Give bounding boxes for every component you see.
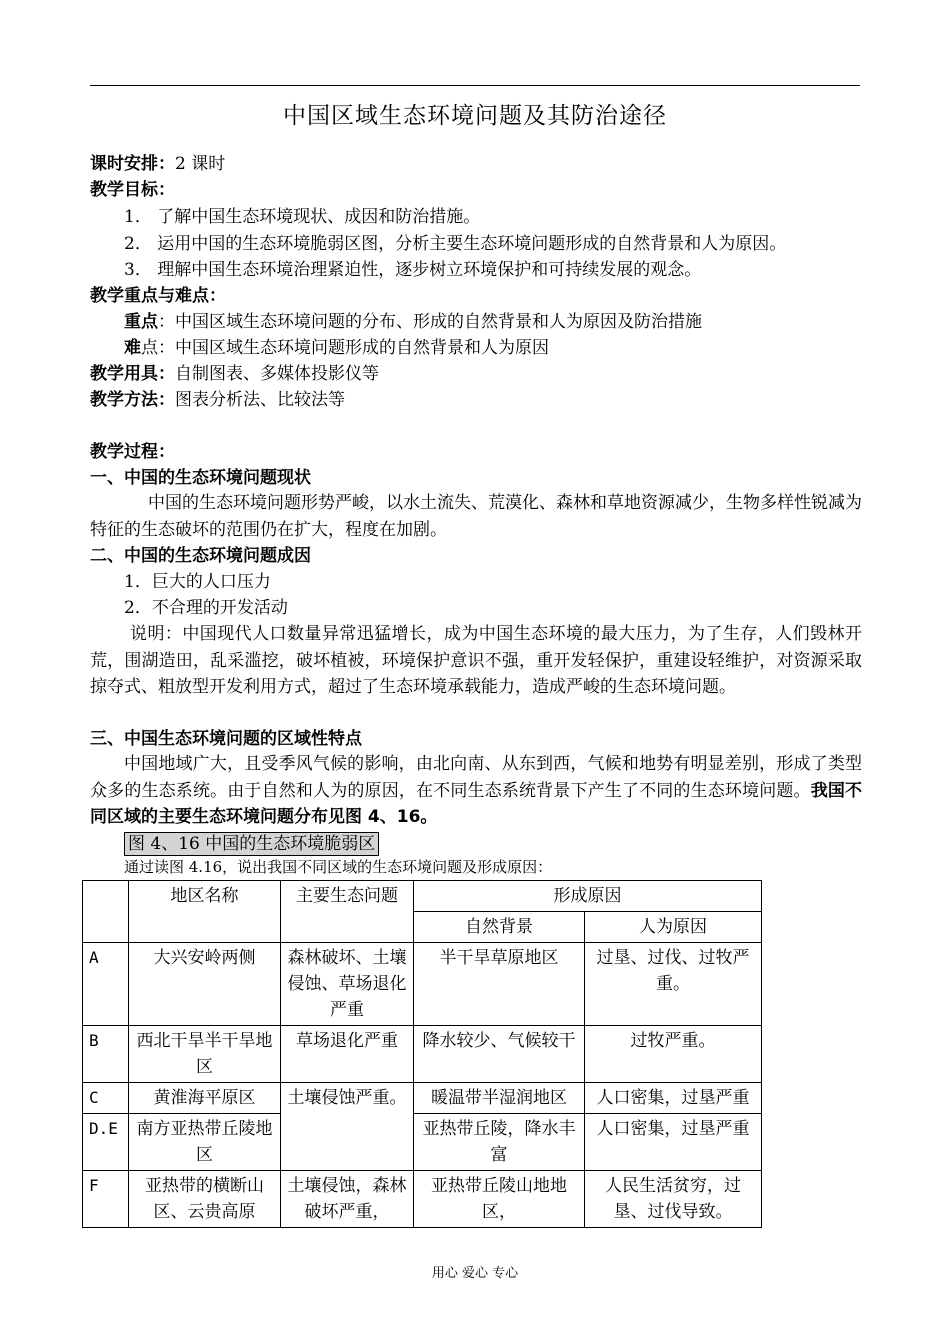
- section3-body: [90, 751, 862, 831]
- schedule-value: 2 课时: [175, 154, 226, 174]
- table-intro: 通过读图 4.16，说出我国不同区域的生态环境问题及形成原因：: [124, 858, 553, 876]
- row-human: 人口密集，过垦严重: [585, 1114, 762, 1171]
- row-key: F: [83, 1171, 129, 1228]
- header-rule: [90, 85, 860, 86]
- row-key: B: [83, 1026, 129, 1083]
- table-header-row: [83, 881, 762, 912]
- key-point-text: ：中国区域生态环境问题的分布、形成的自然背景和人为原因及防治措施: [158, 312, 702, 332]
- row-key: A: [83, 943, 129, 1026]
- difficulty-text: 点：中国区域生态环境问题形成的自然背景和人为原因: [141, 338, 549, 358]
- section2-heading: 二、中国的生态环境问题成因: [90, 546, 311, 566]
- header-problem: 主要生态问题: [281, 881, 414, 943]
- row-region: 西北干旱半干旱地区: [129, 1026, 281, 1083]
- header-natural: 自然背景: [414, 912, 585, 943]
- objective-item: 1． 了解中国生态环境现状、成因和防治措施。: [124, 207, 481, 227]
- methods-value: 图表分析法、比较法等: [175, 390, 345, 410]
- region-problem-table: [82, 880, 762, 1228]
- difficulty-label: 难: [124, 338, 141, 358]
- methods-label: 教学方法：: [90, 390, 175, 410]
- row-human: 过垦、过伐、过牧严重。: [585, 943, 762, 1026]
- tools-line: [90, 361, 379, 387]
- header-blank-cell: [83, 881, 129, 943]
- table-row: [83, 1083, 762, 1114]
- table-row: [83, 1171, 762, 1228]
- cause-item: 1．巨大的人口压力: [124, 572, 271, 592]
- tools-value: 自制图表、多媒体投影仪等: [175, 364, 379, 384]
- cause-item: 2．不合理的开发活动: [124, 598, 288, 618]
- schedule-label: 课时安排：: [90, 154, 175, 174]
- objective-item: 3． 理解中国生态环境治理紧迫性，逐步树立环境保护和可持续发展的观念。: [124, 260, 702, 280]
- row-natural: 半干旱草原地区: [414, 943, 585, 1026]
- objective-item: 2． 运用中国的生态环境脆弱区图，分析主要生态环境问题形成的自然背景和人为原因。: [124, 234, 787, 254]
- row-problem: 土壤侵蚀严重。: [281, 1083, 414, 1171]
- row-natural: 亚热带丘陵山地地区，: [414, 1171, 585, 1228]
- page-footer: 用心 爱心 专心: [431, 1266, 519, 1281]
- row-region: 黄淮海平原区: [129, 1083, 281, 1114]
- row-key: D.E: [83, 1114, 129, 1171]
- key-point-label: 重点: [124, 312, 158, 332]
- tools-label: 教学用具：: [90, 364, 175, 384]
- figure-caption: 图 4、16 中国的生态环境脆弱区: [124, 832, 379, 856]
- row-natural: 降水较少、气候较干: [414, 1026, 585, 1083]
- row-human: 过牧严重。: [585, 1026, 762, 1083]
- row-problem: 土壤侵蚀，森林破坏严重，: [281, 1171, 414, 1228]
- section3-bold-text: 我国不同区域的主要生态环境问题分布见图 4、16。: [90, 780, 863, 827]
- section3-heading: 三、中国生态环境问题的区域性特点: [90, 729, 362, 749]
- row-key: C: [83, 1083, 129, 1114]
- key-point-line: [124, 309, 702, 335]
- section2-note: 说明：中国现代人口数量异常迅猛增长，成为中国生态环境的最大压力，为了生存，人们毁林开荒，围湖造田，乱采滥挖，破坏植被，环境保护意识不强，重开发轻保护，重建设轻维护，对资源采取掠夺式、粗放型开发利用方式，超过了生态环境承载能力，造成严峻的生态环境问题。: [90, 624, 862, 697]
- row-region: 南方亚热带丘陵地区: [129, 1114, 281, 1171]
- process-label: 教学过程：: [90, 442, 175, 462]
- difficulty-line: [124, 335, 549, 361]
- section1-body: 中国的生态环境问题形势严峻，以水土流失、荒漠化、森林和草地资源减少，生物多样性锐减为特征的生态破坏的范围仍在扩大，程度在加剧。: [90, 493, 862, 540]
- document-title: 中国区域生态环境问题及其防治途径: [283, 103, 667, 129]
- header-human: 人为原因: [585, 912, 762, 943]
- header-region: 地区名称: [129, 881, 281, 943]
- methods-line: [90, 387, 345, 413]
- row-natural: 亚热带丘陵，降水丰富: [414, 1114, 585, 1171]
- focus-label: 教学重点与难点：: [90, 286, 226, 306]
- table-row: [83, 1114, 762, 1171]
- schedule-line: [90, 151, 225, 177]
- table-row: [83, 943, 762, 1026]
- row-problem: 草场退化严重: [281, 1026, 414, 1083]
- row-region: 亚热带的横断山区、云贵高原: [129, 1171, 281, 1228]
- row-natural: 暖温带半湿润地区: [414, 1083, 585, 1114]
- row-problem: 森林破坏、土壤侵蚀、草场退化严重: [281, 943, 414, 1026]
- row-region: 大兴安岭两侧: [129, 943, 281, 1026]
- header-cause: 形成原因: [414, 881, 762, 912]
- section1-heading: 一、中国的生态环境问题现状: [90, 468, 311, 488]
- row-human: 人口密集，过垦严重: [585, 1083, 762, 1114]
- section3-text: 中国地域广大，且受季风气候的影响，由北向南、从东到西，气候和地势有明显差别，形成了类型众多的生态系统。由于自然和人为的原因，在不同生态系统背景下产生了不同的生态环境问题。: [90, 754, 862, 801]
- table-row: [83, 1026, 762, 1083]
- row-human: 人民生活贫穷，过垦、过伐导致。: [585, 1171, 762, 1228]
- objectives-label: 教学目标：: [90, 180, 175, 200]
